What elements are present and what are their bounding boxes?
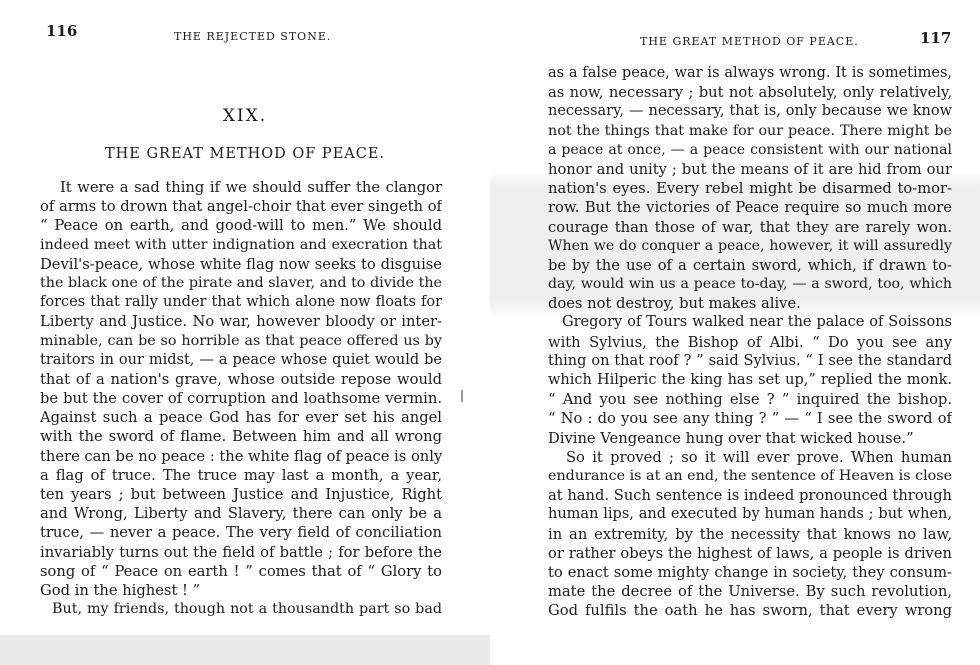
- text-line: invariably turns out the field of battle ; for before the: [40, 543, 442, 561]
- text-line: as a false peace, war is always wrong. It is sometimes,: [548, 65, 952, 81]
- text-line: Against such a peace God has for ever set his angel: [40, 409, 442, 427]
- text-line: human lips, and executed by human hands ; but when,: [548, 506, 952, 523]
- text-line: minable, can be so horrible as that peace offered us by: [40, 332, 442, 349]
- text-line: traitors in our midst, — a peace whose quiet would be: [40, 351, 442, 368]
- text-line: “ And you see nothing else ? ” inquired the bishop.: [548, 391, 952, 409]
- text-line: to enact some mighty change in society, they consum-: [548, 563, 952, 581]
- text-line: there can be no peace : the white flag of peace is only: [40, 447, 442, 465]
- text-line: ten years ; but between Justice and Injustice, Right: [40, 486, 442, 503]
- text-line: Liberty and Justice. No war, however bloody or inter-: [40, 313, 442, 331]
- text-line: be but the cover of corruption and loathsome vermin.: [40, 390, 442, 408]
- text-line: God fulfils the oath he has sworn, that every wrong: [548, 602, 952, 620]
- text-line: in an extremity, by the necessity that knows no law,: [548, 525, 952, 543]
- text-line: or rather obeys the highest of laws, a people is driven: [548, 544, 952, 562]
- text-line: indeed meet with utter indignation and execration that: [40, 236, 442, 253]
- text-line: and Wrong, Liberty and Slavery, there can only be a: [40, 505, 442, 523]
- text-line: God in the highest ! ”: [40, 581, 201, 599]
- text-line: a peace at once, — a peace consistent with our national: [548, 141, 952, 158]
- text-line: necessary, — necessary, that is, only because we know: [548, 103, 952, 120]
- text-line: When we do conquer a peace, however, it will assuredly: [548, 237, 952, 254]
- running-head: THE GREAT METHOD OF PEACE.: [640, 35, 859, 48]
- right-body-text: [548, 64, 952, 620]
- text-line: day, would win us a peace to-day, — a sword, too, which: [548, 276, 952, 293]
- text-line: courage than those of war, that they are rarely won.: [548, 218, 952, 236]
- text-line: of arms to drown that angel-choir that ever singeth of: [40, 198, 442, 216]
- text-line: Divine Vengeance hung over that wicked house.”: [548, 429, 914, 447]
- page-number: 116: [46, 22, 78, 40]
- text-line: not the things that make for our peace. There might be: [548, 122, 952, 139]
- text-line: truce, — never a peace. The very field of conciliation: [40, 524, 442, 542]
- text-line: be by the use of a certain sword, which, if drawn to-: [548, 256, 952, 274]
- running-head: THE REJECTED STONE.: [174, 30, 332, 43]
- text-line: honor and unity ; but the means of it are hid from our: [548, 160, 952, 178]
- text-line: does not destroy, but makes alive.: [548, 295, 801, 313]
- right-page: [490, 0, 980, 665]
- text-line: nation's eyes. Every rebel might be disarmed to-mor-: [548, 180, 952, 198]
- text-line: which Hilperic the king has set up,” replied the monk.: [548, 372, 952, 388]
- text-line: Gregory of Tours walked near the palace of Soissons: [562, 314, 952, 331]
- text-line: at hand. Such sentence is indeed pronounced through: [548, 487, 952, 505]
- chapter-title: THE GREAT METHOD OF PEACE.: [104, 146, 386, 162]
- text-line: as now, necessary ; but not absolutely, only relatively,: [548, 84, 952, 102]
- text-line: endurance is at an end, the sentence of Heaven is close: [548, 467, 952, 484]
- text-line: that of a nation's grave, whose outside repose would: [40, 370, 442, 388]
- chapter-number: XIX.: [222, 106, 268, 126]
- text-line: It were a sad thing if we should suffer the clangor: [60, 179, 442, 196]
- text-line: song of “ Peace on earth ! ” comes that of “ Glory to: [40, 562, 442, 580]
- text-line: “ Peace on earth, and good-will to men.” We should: [40, 217, 442, 235]
- text-line: “ No : do you see any thing ? ” — “ I see the sword of: [548, 410, 952, 428]
- text-line: So it proved ; so it will ever prove. When human: [566, 448, 952, 466]
- text-line: thing on that roof ? ” said Sylvius. “ I see the standard: [548, 352, 952, 369]
- left-page: [0, 0, 490, 635]
- text-line: with the sword of flame. Between him and all wrong: [40, 428, 442, 446]
- scan-mark: [461, 390, 463, 402]
- page-number: 117: [920, 29, 952, 47]
- text-line: row. But the victories of Peace require so much more: [548, 199, 952, 217]
- text-line: Devil's-peace, whose white flag now seeks to disguise: [40, 255, 442, 273]
- text-line: the black one of the pirate and slaver, and to divide the: [40, 274, 442, 291]
- left-body-text: [40, 178, 442, 619]
- text-line: mate the decree of the Universe. By such revolution,: [548, 583, 952, 601]
- text-line: forces that rally under that which alone now floats for: [40, 294, 442, 311]
- text-line: But, my friends, though not a thousandth part so bad: [52, 601, 442, 618]
- text-line: a flag of truce. The truce may last a month, a year,: [40, 466, 442, 484]
- text-line: with Sylvius, the Bishop of Albi. “ Do you see any: [548, 333, 952, 351]
